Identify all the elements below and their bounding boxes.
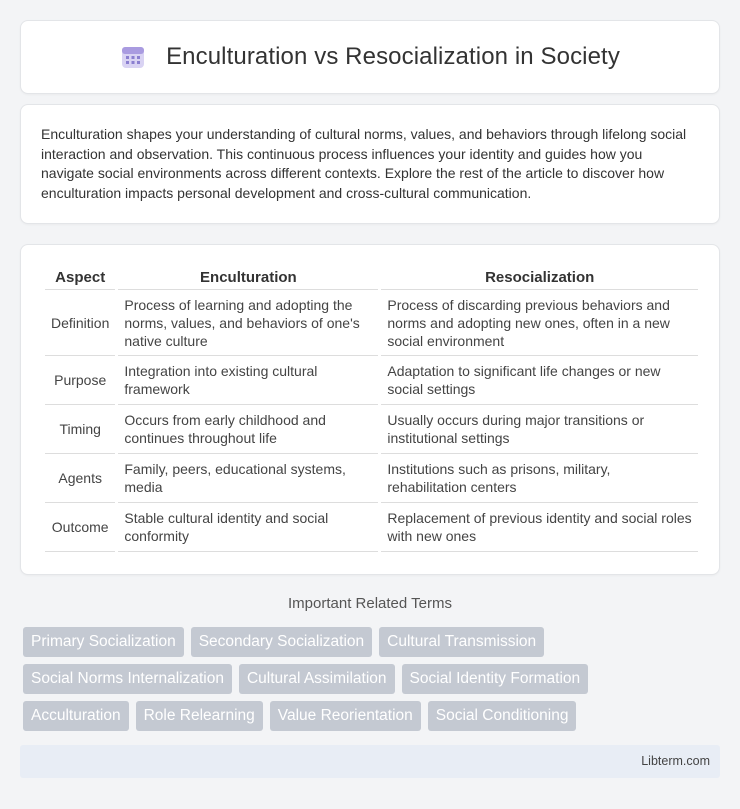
table-row — [44, 290, 699, 356]
calendar-icon — [120, 44, 146, 70]
aspect-cell: Outcome — [44, 503, 117, 552]
tag-social-norms-internalization[interactable]: Social Norms Internalization — [23, 664, 232, 694]
header — [120, 43, 620, 71]
related-terms-title: Important Related Terms — [288, 595, 452, 612]
aspect-cell: Purpose — [44, 356, 117, 405]
tag-role-relearning[interactable]: Role Relearning — [136, 701, 263, 731]
tag-secondary-socialization[interactable]: Secondary Socialization — [191, 627, 372, 657]
header-enculturation: Enculturation — [117, 263, 380, 290]
table-row — [44, 356, 699, 405]
enculturation-cell: Occurs from early childhood and continues throughout life — [117, 405, 380, 454]
tag-social-identity-formation[interactable]: Social Identity Formation — [402, 664, 589, 694]
table-row — [44, 454, 699, 503]
table-row — [44, 405, 699, 454]
aspect-cell: Definition — [44, 290, 117, 356]
tag-row — [23, 701, 723, 731]
resocialization-cell: Replacement of previous identity and social roles with new ones — [380, 503, 698, 552]
footer-site-link[interactable]: Libterm.com — [641, 754, 710, 768]
enculturation-cell: Process of learning and adopting the norms, values, and behaviors of one's native culture — [117, 290, 380, 356]
comparison-table-card — [20, 244, 720, 575]
intro-card — [20, 104, 720, 224]
related-terms — [23, 627, 723, 738]
resocialization-cell: Usually occurs during major transitions or institutional settings — [380, 405, 698, 454]
intro-text: Enculturation shapes your understanding of cultural norms, values, and behaviors through lifelong social interaction and observation. This continuous process influences your identity and guides how you navigate social environments across different contexts. Explore the rest of the article to discover how enculturation impacts personal development and cross-cultural communication. — [41, 126, 687, 201]
header-aspect: Aspect — [44, 263, 117, 290]
tag-acculturation[interactable]: Acculturation — [23, 701, 129, 731]
page-title: Enculturation vs Resocialization in Society — [166, 43, 620, 70]
enculturation-cell: Stable cultural identity and social conformity — [117, 503, 380, 552]
enculturation-cell: Family, peers, educational systems, media — [117, 454, 380, 503]
footer — [20, 745, 720, 778]
comparison-table — [42, 263, 698, 552]
table-header-row — [44, 263, 699, 290]
tag-social-conditioning[interactable]: Social Conditioning — [428, 701, 577, 731]
enculturation-cell: Integration into existing cultural framework — [117, 356, 380, 405]
resocialization-cell: Institutions such as prisons, military, rehabilitation centers — [380, 454, 698, 503]
header-card — [20, 20, 720, 94]
header-resocialization: Resocialization — [380, 263, 698, 290]
tag-cultural-assimilation[interactable]: Cultural Assimilation — [239, 664, 395, 694]
aspect-cell: Timing — [44, 405, 117, 454]
aspect-cell: Agents — [44, 454, 117, 503]
tag-value-reorientation[interactable]: Value Reorientation — [270, 701, 421, 731]
tag-primary-socialization[interactable]: Primary Socialization — [23, 627, 184, 657]
resocialization-cell: Adaptation to significant life changes or new social settings — [380, 356, 698, 405]
tag-row — [23, 664, 723, 694]
resocialization-cell: Process of discarding previous behaviors and norms and adopting new ones, often in a new social environment — [380, 290, 698, 356]
tag-cultural-transmission[interactable]: Cultural Transmission — [379, 627, 544, 657]
table-row — [44, 503, 699, 552]
tag-row — [23, 627, 723, 657]
